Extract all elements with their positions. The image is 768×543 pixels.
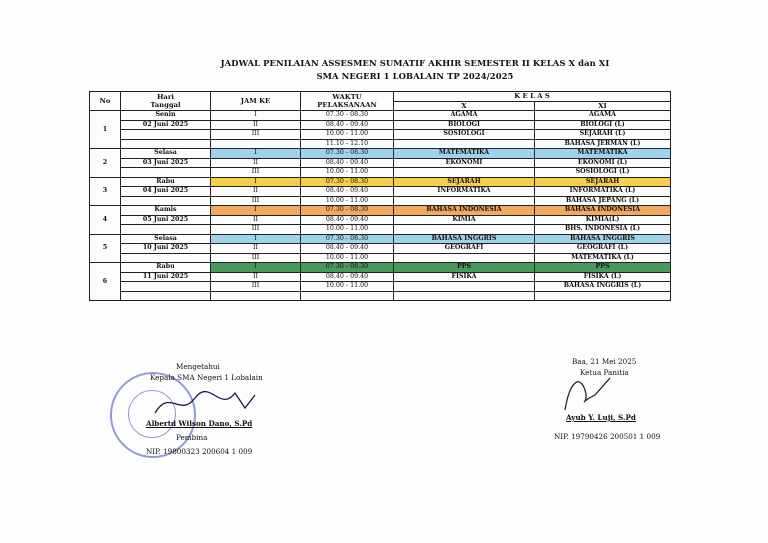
header-waktu xyxy=(301,92,394,111)
table-row xyxy=(90,253,671,263)
jam-cell: III xyxy=(211,282,301,292)
jam-cell: III xyxy=(211,196,301,206)
waktu-cell: 08.40 - 09.40 xyxy=(301,187,394,197)
table-row xyxy=(90,187,671,197)
subject-x-cell xyxy=(394,139,535,149)
jam-cell: II xyxy=(211,158,301,168)
subject-xi-cell: BHS. INDONESIA (L) xyxy=(535,225,671,235)
right-jabatan: Ketua Panitia xyxy=(580,368,629,377)
left-jabatan: Kepala SMA Negeri 1 Lobalain xyxy=(150,373,263,382)
document-title: JADWAL PENILAIAN ASSESMEN SUMATIF AKHIR SEMESTER II KELAS X dan XI xyxy=(220,58,610,68)
subject-x-cell xyxy=(394,291,535,301)
subject-xi-cell: KIMIA(L) xyxy=(535,215,671,225)
schedule-table xyxy=(89,91,671,301)
jam-cell xyxy=(211,291,301,301)
day-name: Senin xyxy=(121,111,211,121)
left-pangkat: Pembina xyxy=(176,433,208,442)
jam-cell: II xyxy=(211,120,301,130)
day-date: 03 Juni 2025 xyxy=(121,158,211,168)
jam-cell: I xyxy=(211,234,301,244)
subject-xi-cell: SOSIOLOGI (L) xyxy=(535,168,671,178)
subject-xi-cell: BAHASA INDONESIA xyxy=(535,206,671,216)
jam-cell: II xyxy=(211,272,301,282)
subject-xi-cell: EKONOMI (L) xyxy=(535,158,671,168)
subject-x-cell xyxy=(394,196,535,206)
right-tempat-tanggal: Baa, 21 Mei 2025 xyxy=(572,357,637,366)
table-row xyxy=(90,244,671,254)
subject-xi-cell: SEJARAH xyxy=(535,177,671,187)
waktu-cell: 08.40 - 09.40 xyxy=(301,215,394,225)
subject-x-cell: PPS xyxy=(394,263,535,273)
table-row xyxy=(90,130,671,140)
subject-x-cell: FISIKA xyxy=(394,272,535,282)
table-row xyxy=(90,282,671,292)
waktu-cell: 07.30 - 08.30 xyxy=(301,206,394,216)
jam-cell: III xyxy=(211,253,301,263)
day-number: 4 xyxy=(90,206,121,235)
table-row xyxy=(90,120,671,130)
table-row xyxy=(90,263,671,273)
jam-cell: II xyxy=(211,215,301,225)
day-empty-cell xyxy=(121,168,211,178)
header-kelas-xi: XI xyxy=(535,101,671,111)
header-jam-ke: JAM KE xyxy=(211,92,301,111)
waktu-cell: 08.40 - 09.40 xyxy=(301,272,394,282)
waktu-cell: 07.30 - 08.30 xyxy=(301,234,394,244)
subject-x-cell: AGAMA xyxy=(394,111,535,121)
subject-x-cell: EKONOMI xyxy=(394,158,535,168)
principal-signature-icon xyxy=(150,383,260,423)
waktu-cell xyxy=(301,291,394,301)
day-name: Selasa xyxy=(121,149,211,159)
day-name: Rabu xyxy=(121,263,211,273)
table-row xyxy=(90,291,671,301)
table-row xyxy=(90,111,671,121)
subject-xi-cell: MATEMATIKA (L) xyxy=(535,253,671,263)
jam-cell: III xyxy=(211,225,301,235)
day-empty-cell xyxy=(121,130,211,140)
waktu-cell: 10.00 - 11.00 xyxy=(301,130,394,140)
day-empty-cell xyxy=(121,139,211,149)
table-row xyxy=(90,234,671,244)
header-pelaksanaan-label: PELAKSANAAN xyxy=(317,101,377,109)
subject-xi-cell: AGAMA xyxy=(535,111,671,121)
jam-cell: I xyxy=(211,206,301,216)
header-waktu-label: WAKTU xyxy=(332,93,362,101)
waktu-cell: 07.30 - 08.30 xyxy=(301,149,394,159)
subject-xi-cell: GEOGRAFI (L) xyxy=(535,244,671,254)
table-row xyxy=(90,139,671,149)
subject-xi-cell xyxy=(535,291,671,301)
subject-x-cell: BAHASA INDONESIA xyxy=(394,206,535,216)
day-name: Rabu xyxy=(121,177,211,187)
subject-xi-cell: MATEMATIKA xyxy=(535,149,671,159)
table-row xyxy=(90,177,671,187)
subject-xi-cell: SEJARAH (L) xyxy=(535,130,671,140)
day-empty-cell xyxy=(121,225,211,235)
subject-x-cell: KIMIA xyxy=(394,215,535,225)
waktu-cell: 10.00 - 11.00 xyxy=(301,225,394,235)
day-name: Kamis xyxy=(121,206,211,216)
day-number: 5 xyxy=(90,234,121,263)
table-row xyxy=(90,196,671,206)
subject-x-cell xyxy=(394,225,535,235)
subject-x-cell: BAHASA INGGRIS xyxy=(394,234,535,244)
header-kelas: K E L A S xyxy=(394,92,671,102)
day-date: 05 Juni 2025 xyxy=(121,215,211,225)
subject-xi-cell: INFORMATIKA (L) xyxy=(535,187,671,197)
table-row xyxy=(90,168,671,178)
header-kelas-x: X xyxy=(394,101,535,111)
day-empty-cell xyxy=(121,291,211,301)
day-number: 1 xyxy=(90,111,121,149)
waktu-cell: 10.00 - 11.00 xyxy=(301,253,394,263)
subject-xi-cell: FISIKA (L) xyxy=(535,272,671,282)
subject-x-cell xyxy=(394,282,535,292)
table-row xyxy=(90,206,671,216)
header-hari-tanggal xyxy=(121,92,211,111)
subject-xi-cell: BAHASA JERMAN (L) xyxy=(535,139,671,149)
day-date: 04 Juni 2025 xyxy=(121,187,211,197)
jam-cell: I xyxy=(211,111,301,121)
day-number: 2 xyxy=(90,149,121,178)
left-nip: NIP. 19800323 200604 1 009 xyxy=(146,447,253,456)
day-number: 6 xyxy=(90,263,121,301)
waktu-cell: 07.30 - 08.30 xyxy=(301,177,394,187)
right-nip: NIP. 19790426 200501 1 009 xyxy=(554,432,661,441)
waktu-cell: 07.30 - 08.30 xyxy=(301,263,394,273)
table-row xyxy=(90,149,671,159)
day-empty-cell xyxy=(121,196,211,206)
subject-xi-cell: BAHASA INGGRIS xyxy=(535,234,671,244)
day-name: Selasa xyxy=(121,234,211,244)
subject-x-cell xyxy=(394,253,535,263)
day-date: 10 Juni 2025 xyxy=(121,244,211,254)
subject-xi-cell: BAHASA JEPANG (L) xyxy=(535,196,671,206)
header-hari: Hari xyxy=(157,93,174,101)
subject-x-cell: SOSIOLOGI xyxy=(394,130,535,140)
jam-cell: III xyxy=(211,130,301,140)
waktu-cell: 08.40 - 09.40 xyxy=(301,158,394,168)
day-date: 02 Juni 2025 xyxy=(121,120,211,130)
subject-x-cell: SEJARAH xyxy=(394,177,535,187)
jam-cell: I xyxy=(211,149,301,159)
subject-x-cell: INFORMATIKA xyxy=(394,187,535,197)
right-nama: Ayub Y. Luji, S.Pd xyxy=(566,413,636,422)
document-subtitle: SMA NEGERI 1 LOBALAIN TP 2024/2025 xyxy=(316,71,514,81)
subject-xi-cell: PPS xyxy=(535,263,671,273)
day-date: 11 Juni 2025 xyxy=(121,272,211,282)
header-no: No xyxy=(90,92,121,111)
table-row xyxy=(90,158,671,168)
subject-x-cell: BIOLOGI xyxy=(394,120,535,130)
day-empty-cell xyxy=(121,282,211,292)
jam-cell: I xyxy=(211,177,301,187)
jam-cell xyxy=(211,139,301,149)
left-mengetahui: Mengetahui xyxy=(176,362,220,371)
subject-x-cell xyxy=(394,168,535,178)
day-empty-cell xyxy=(121,253,211,263)
subject-x-cell: GEOGRAFI xyxy=(394,244,535,254)
jam-cell: II xyxy=(211,187,301,197)
waktu-cell: 08.40 - 09.40 xyxy=(301,244,394,254)
waktu-cell: 11.10 - 12.10 xyxy=(301,139,394,149)
day-number: 3 xyxy=(90,177,121,206)
waktu-cell: 10.00 - 11.00 xyxy=(301,196,394,206)
table-row xyxy=(90,215,671,225)
subject-xi-cell: BAHASA INGGRIS (L) xyxy=(535,282,671,292)
jam-cell: II xyxy=(211,244,301,254)
left-nama: Albertd Wilson Dano, S.Pd xyxy=(146,419,253,428)
jam-cell: I xyxy=(211,263,301,273)
subject-xi-cell: BIOLOGI (L) xyxy=(535,120,671,130)
header-tanggal: Tanggal xyxy=(150,101,181,109)
table-row xyxy=(90,225,671,235)
waktu-cell: 07.30 - 08.30 xyxy=(301,111,394,121)
waktu-cell: 08.40 - 09.40 xyxy=(301,120,394,130)
waktu-cell: 10.00 - 11.00 xyxy=(301,282,394,292)
table-row xyxy=(90,272,671,282)
subject-x-cell: MATEMATIKA xyxy=(394,149,535,159)
waktu-cell: 10.00 - 11.00 xyxy=(301,168,394,178)
jam-cell: III xyxy=(211,168,301,178)
